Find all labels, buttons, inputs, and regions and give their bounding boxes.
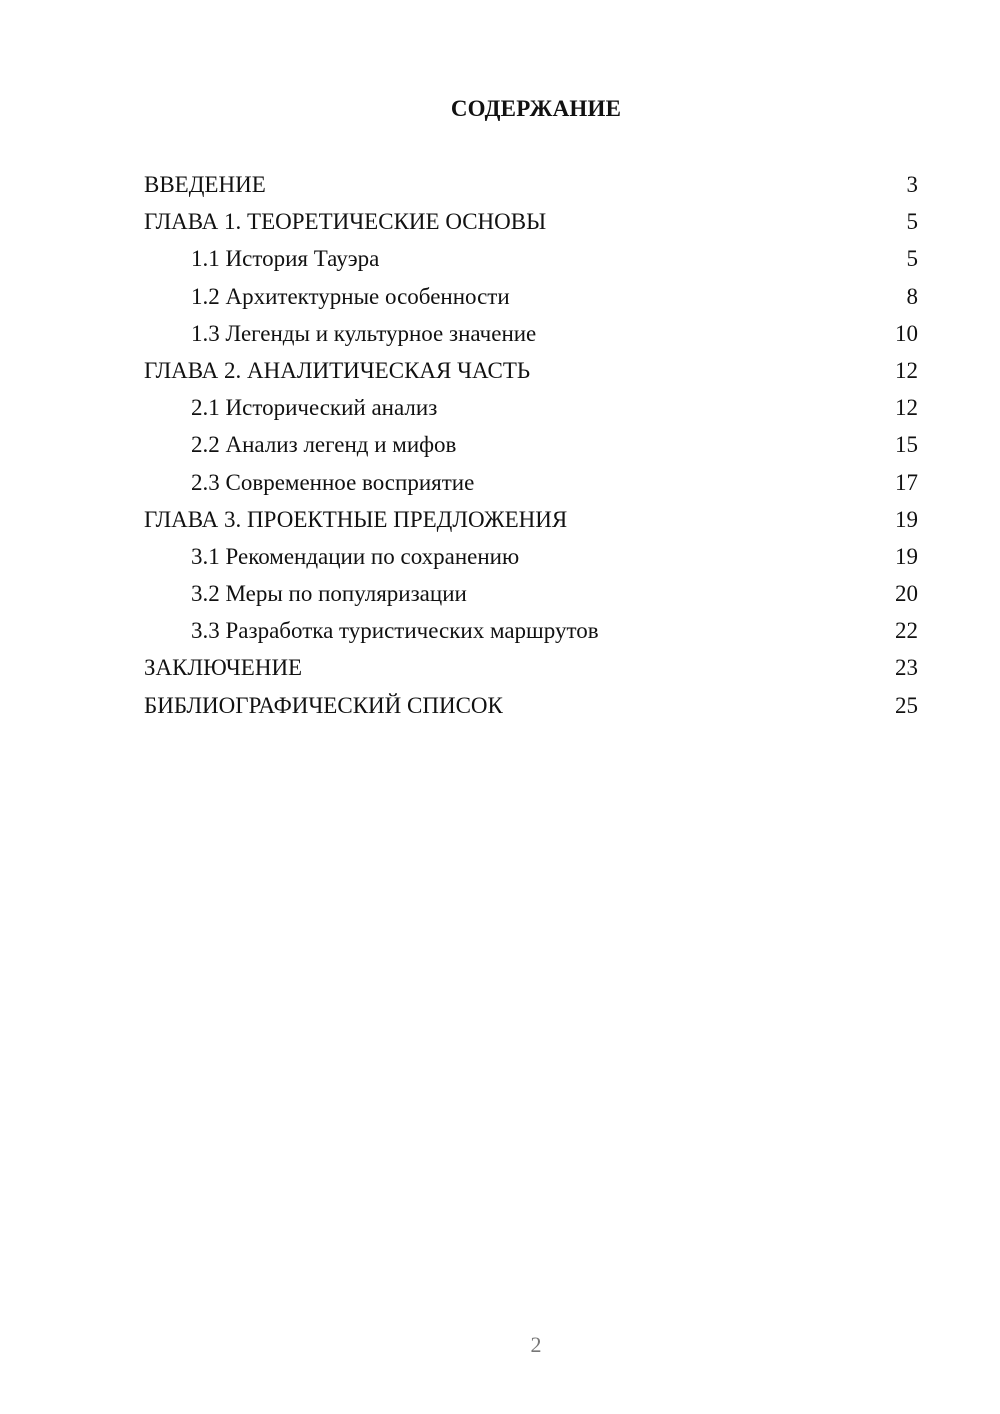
toc-entry-section-2-1 (144, 389, 918, 426)
toc-entry-introduction (144, 166, 918, 203)
toc-entry-page: 3 (906, 172, 918, 197)
toc-entry-label: ГЛАВА 2. АНАЛИТИЧЕСКАЯ ЧАСТЬ (144, 357, 531, 383)
toc-entry-section-1-3 (144, 315, 918, 352)
toc-entry-page: 20 (895, 581, 918, 607)
toc-entry-page: 19 (895, 543, 918, 569)
toc-entry-section-2-3 (144, 464, 918, 501)
toc-entry-page: 12 (895, 357, 918, 383)
toc-entry-page: 5 (906, 209, 918, 235)
toc-entry-page: 8 (906, 283, 918, 309)
toc-entry-label: ГЛАВА 3. ПРОЕКТНЫЕ ПРЕДЛОЖЕНИЯ (144, 506, 568, 532)
toc-entry-page: 19 (895, 506, 918, 532)
toc-entry-page: 5 (906, 246, 918, 272)
toc-entry-conclusion (144, 649, 918, 686)
toc-entry-label: 1.2 Архитектурные особенности (191, 283, 510, 309)
toc-entry-label: 3.3 Разработка туристических маршрутов (191, 618, 599, 644)
toc-entry-label: ЗАКЛЮЧЕНИЕ (144, 655, 303, 681)
toc-entry-page: 17 (895, 469, 918, 495)
toc-entry-page: 22 (895, 618, 918, 644)
toc-entry-label: 3.1 Рекомендации по сохранению (191, 543, 520, 569)
toc-entry-label: 1.3 Легенды и культурное значение (191, 320, 537, 346)
toc-entry-chapter-3 (144, 501, 918, 538)
toc-entry-page: 10 (895, 320, 918, 346)
toc-entry-section-3-2 (144, 575, 918, 612)
toc-entry-label: ГЛАВА 1. ТЕОРЕТИЧЕСКИЕ ОСНОВЫ (144, 209, 547, 235)
toc-entry-section-1-2 (144, 278, 918, 315)
toc-entry-page: 23 (895, 655, 918, 681)
page-title: СОДЕРЖАНИЕ (450, 96, 622, 121)
toc-entry-label: 2.1 Исторический анализ (191, 395, 438, 421)
toc-entry-chapter-2 (144, 352, 918, 389)
toc-entry-page: 15 (895, 432, 918, 458)
toc-entry-label: 2.2 Анализ легенд и мифов (191, 432, 457, 458)
toc-entry-label: ВВЕДЕНИЕ (144, 172, 266, 197)
toc-entry-section-3-1 (144, 538, 918, 575)
toc-entry-label: БИБЛИОГРАФИЧЕСКИЙ СПИСОК (144, 692, 503, 718)
toc-entry-section-1-1 (144, 240, 918, 277)
toc-entry-bibliography (144, 687, 918, 724)
toc-entry-label: 1.1 История Тауэра (191, 246, 380, 272)
toc-entry-chapter-1 (144, 203, 918, 240)
toc-entry-label: 3.2 Меры по популяризации (191, 581, 467, 607)
toc-entry-page: 25 (895, 692, 918, 718)
toc-entry-section-2-2 (144, 426, 918, 463)
page-number: 2 (530, 1332, 542, 1357)
table-of-contents (144, 166, 918, 724)
toc-entry-label: 2.3 Современное восприятие (191, 469, 475, 495)
toc-entry-section-3-3 (144, 612, 918, 649)
toc-entry-page: 12 (895, 395, 918, 421)
